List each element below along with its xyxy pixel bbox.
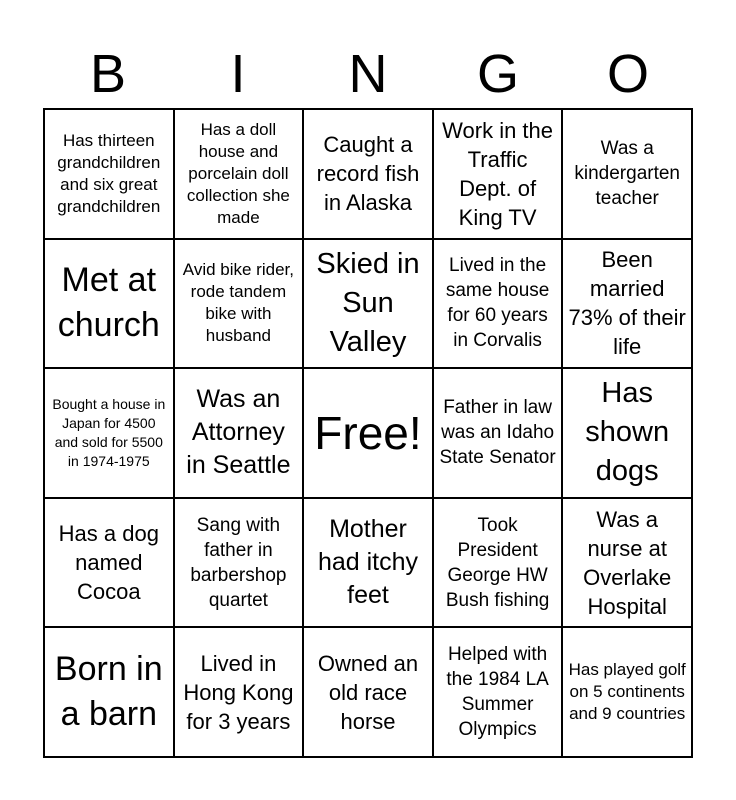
bingo-cell-r2-c3[interactable]	[304, 240, 434, 370]
cell-text: Lived in Hong Kong for 3 years	[183, 650, 294, 734]
cell-text: Lived in the same house for 60 years in Corvalis	[445, 255, 550, 352]
bingo-cell-r5-c3[interactable]	[304, 628, 434, 758]
cell-text: Was an Attorney in Seattle	[186, 385, 291, 480]
bingo-cell-r2-c1[interactable]	[45, 240, 175, 370]
bingo-cell-r1-c4[interactable]	[434, 110, 564, 240]
bingo-board	[43, 108, 693, 758]
cell-text: Has thirteen grandchildren and six great grandchildren	[57, 130, 161, 216]
cell-text: Has a dog named Cocoa	[58, 521, 159, 605]
bingo-cell-r2-c5[interactable]	[563, 240, 693, 370]
header-letter-g: G	[476, 44, 519, 104]
cell-text: Owned an old race horse	[317, 650, 419, 734]
bingo-cell-r3-c5[interactable]	[563, 369, 693, 499]
cell-text: Father in law was an Idaho State Senator	[439, 397, 556, 469]
cell-text: Has shown dogs	[585, 377, 670, 488]
bingo-cell-r3-c4[interactable]	[434, 369, 564, 499]
cell-text: Met at church	[57, 261, 160, 345]
bingo-cell-r4-c1[interactable]	[45, 499, 175, 629]
cell-text: Has a doll house and porcelain doll collection she made	[186, 119, 290, 227]
bingo-cell-r5-c2[interactable]	[175, 628, 305, 758]
cell-text: Has played golf on 5 continents and 9 countries	[568, 660, 686, 724]
cell-text: Bought a house in Japan for 4500 and sold for 5500 in 1974-1975	[52, 395, 166, 469]
cell-text: Skied in Sun Valley	[316, 247, 420, 358]
cell-text: Avid bike rider, rode tandem bike with husband	[182, 260, 294, 346]
bingo-cell-r2-c2[interactable]	[175, 240, 305, 370]
cell-text: Was a nurse at Overlake Hospital	[583, 506, 672, 619]
free-space-text: Free!	[314, 406, 422, 459]
bingo-cell-r4-c4[interactable]	[434, 499, 564, 629]
cell-text: Took President George HW Bush fishing	[445, 514, 550, 611]
cell-text: Been married 73% of their life	[568, 247, 686, 360]
bingo-cell-r4-c2[interactable]	[175, 499, 305, 629]
header-letter-i: I	[230, 44, 246, 104]
bingo-cell-r1-c1[interactable]	[45, 110, 175, 240]
cell-text: Was a kindergarten teacher	[574, 138, 680, 210]
bingo-cell-free[interactable]	[304, 369, 434, 499]
bingo-cell-r3-c2[interactable]	[175, 369, 305, 499]
bingo-cell-r1-c3[interactable]	[304, 110, 434, 240]
cell-text: Mother had itchy feet	[317, 515, 419, 610]
header-letter-o: O	[606, 44, 649, 104]
bingo-cell-r3-c1[interactable]	[45, 369, 175, 499]
bingo-cell-r4-c5[interactable]	[563, 499, 693, 629]
bingo-cell-r1-c5[interactable]	[563, 110, 693, 240]
bingo-cell-r2-c4[interactable]	[434, 240, 564, 370]
cell-text: Helped with the 1984 LA Summer Olympics	[446, 644, 549, 741]
bingo-cell-r5-c4[interactable]	[434, 628, 564, 758]
cell-text: Caught a record fish in Alaska	[316, 132, 420, 216]
bingo-header	[43, 40, 693, 108]
header-letter-n: N	[348, 44, 388, 104]
cell-text: Work in the Traffic Dept. of King TV	[442, 117, 554, 230]
header-letter-b: B	[89, 44, 127, 104]
cell-text: Born in a barn	[54, 650, 163, 734]
cell-text: Sang with father in barbershop quartet	[190, 514, 287, 611]
bingo-cell-r5-c1[interactable]	[45, 628, 175, 758]
bingo-cell-r4-c3[interactable]	[304, 499, 434, 629]
bingo-cell-r5-c5[interactable]	[563, 628, 693, 758]
bingo-cell-r1-c2[interactable]	[175, 110, 305, 240]
